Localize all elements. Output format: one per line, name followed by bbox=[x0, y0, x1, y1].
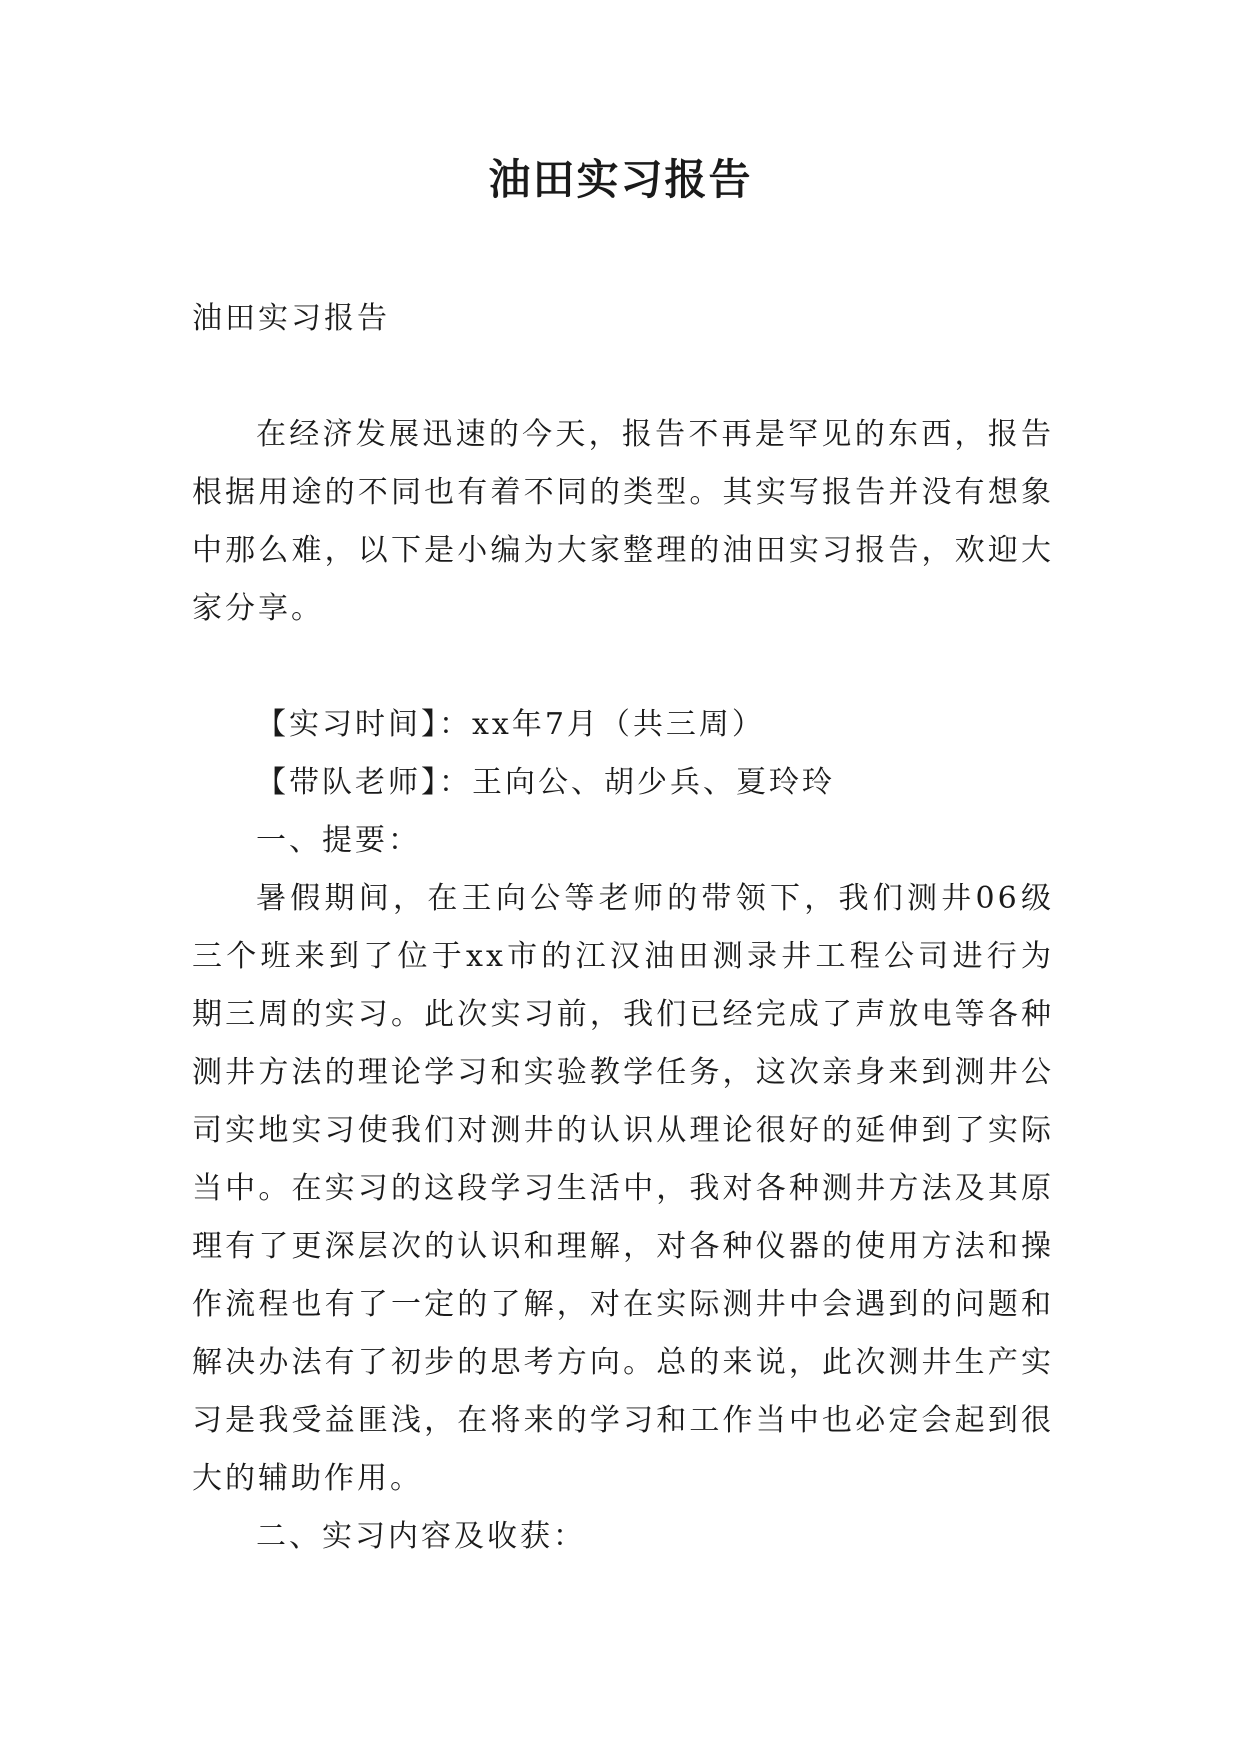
document-title: 油田实习报告 bbox=[488, 155, 753, 204]
intro-paragraph: 在经济发展迅速的今天，报告不再是罕见的东西，报告根据用途的不同也有着不同的类型。其实写报告并没有想象中那么难，以下是小编为大家整理的油田实习报告，欢迎大家分享。 bbox=[192, 417, 1054, 626]
internship-time-line: 【实习时间】：xx年7月（共三周） bbox=[256, 707, 765, 742]
section-2-heading: 二、实习内容及收获： bbox=[256, 1519, 586, 1554]
document-subtitle: 油田实习报告 bbox=[192, 301, 390, 336]
section-1-paragraph: 暑假期间，在王向公等老师的带领下，我们测井06级三个班来到了位于xx市的江汉油田测录井工程公司进行为期三周的实习。此次实习前，我们已经完成了声放电等各种测井方法的理论学习和实验教学任务，这次亲身来到测井公司实地实习使我们对测井的认识从理论很好的延伸到了实际当中。在实习的这段学习生活中，我对各种测井方法及其原理有了更深层次的认识和理解，对各种仪器的使用方法和操作流程也有了一定的了解，对在实际测井中会遇到的问题和解决办法有了初步的思考方向。总的来说，此次测井生产实习是我受益匪浅，在将来的学习和工作当中也必定会起到很大的辅助作用。 bbox=[192, 881, 1054, 1496]
teachers-line: 【带队老师】：王向公、胡少兵、夏玲玲 bbox=[256, 765, 835, 800]
document-body bbox=[192, 290, 1054, 1566]
section-1-heading: 一、提要： bbox=[256, 823, 421, 858]
